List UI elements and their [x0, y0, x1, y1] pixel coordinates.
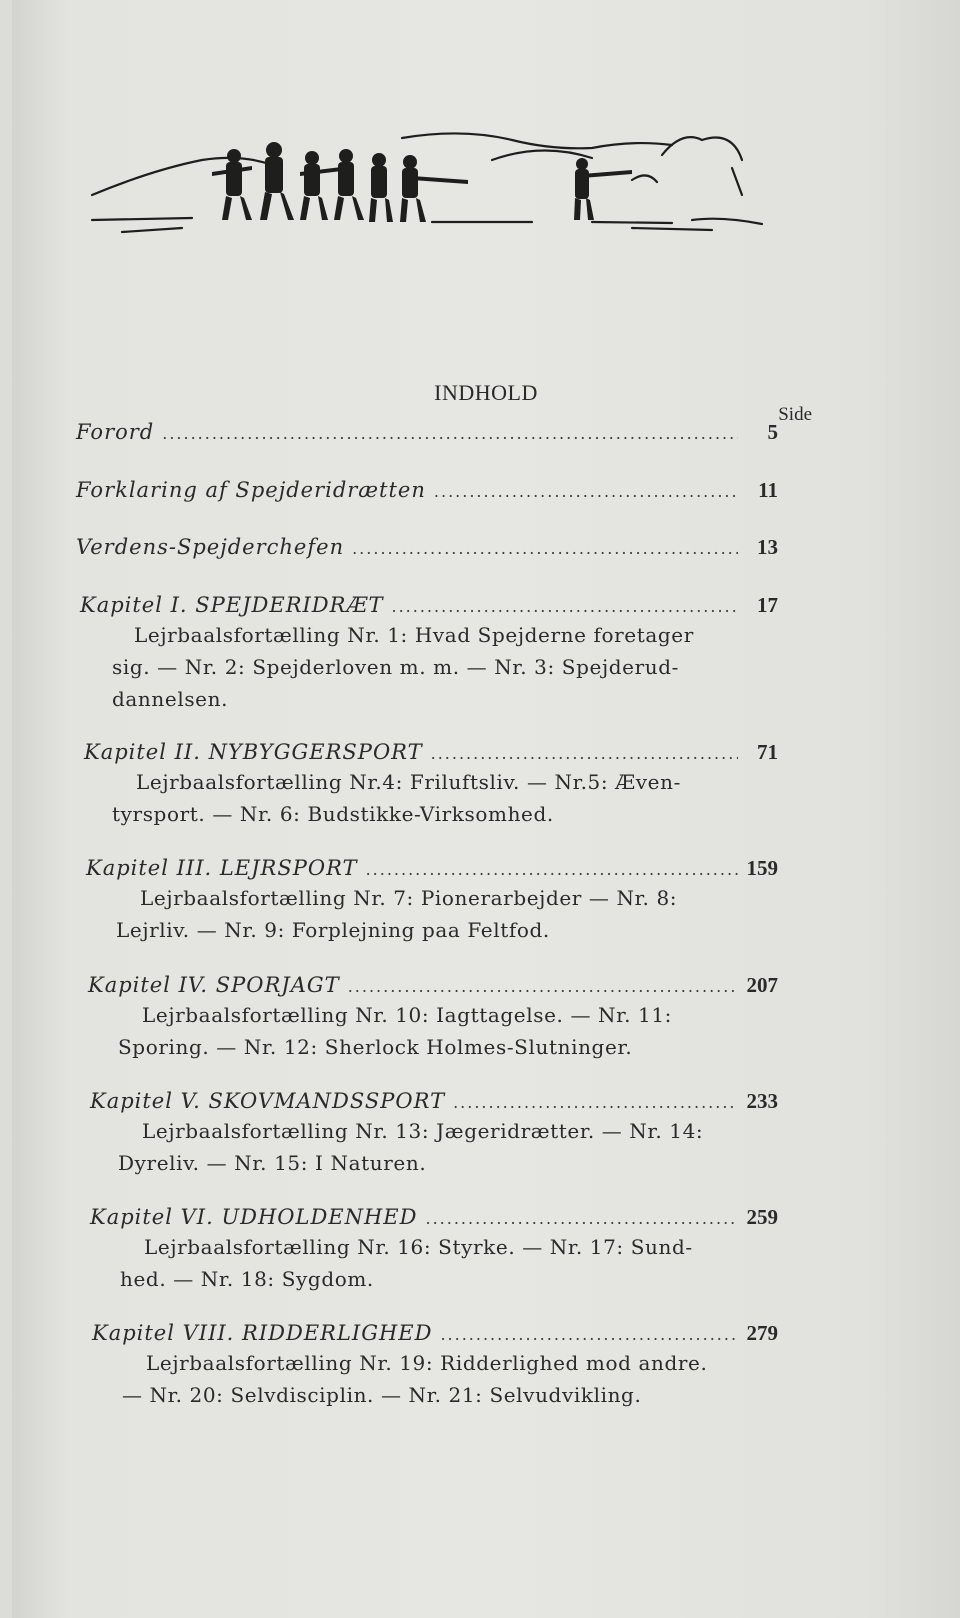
dot-leader: [440, 1325, 738, 1344]
toc-page-number: 207: [746, 973, 778, 997]
description-line: Lejrbaalsfortælling Nr. 1: Hvad Spejderne foretager: [134, 623, 694, 647]
chapter-description: [116, 882, 764, 946]
toc-page-number: 13: [757, 535, 778, 559]
table-of-contents: [12, 0, 960, 1618]
toc-entry: [76, 535, 778, 560]
toc-heading: Verdens-Spejderchefen: [76, 535, 345, 559]
dot-leader: [425, 1209, 738, 1228]
toc-page-number: 5: [767, 420, 778, 444]
chapter-description: [120, 1231, 770, 1295]
toc-entry: [84, 740, 778, 765]
toc-heading: Forord: [76, 420, 155, 444]
description-line: dannelsen.: [112, 687, 229, 711]
description-line: Lejrbaalsfortælling Nr. 10: Iagttagelse. — Nr. 11:: [142, 1003, 672, 1027]
dot-leader: [392, 597, 739, 616]
description-line: hed. — Nr. 18: Sygdom.: [120, 1267, 374, 1291]
toc-heading: Kapitel IV. SPORJAGT: [88, 973, 340, 997]
dot-leader: [434, 482, 738, 501]
toc-page-number: 259: [746, 1205, 778, 1229]
chapter-description: [118, 1115, 768, 1179]
toc-page-number: 71: [757, 740, 778, 764]
toc-entry: [76, 478, 778, 503]
toc-entry: [90, 1089, 778, 1114]
description-line: Dyreliv. — Nr. 15: I Naturen.: [118, 1151, 427, 1175]
toc-page-number: 11: [758, 478, 778, 502]
dot-leader: [366, 860, 738, 879]
description-line: Lejrbaalsfortælling Nr. 13: Jægeridrætter. — Nr. 14:: [142, 1119, 704, 1143]
description-line: Sporing. — Nr. 12: Sherlock Holmes-Slutninger.: [118, 1035, 633, 1059]
toc-page-number: 233: [746, 1089, 778, 1113]
toc-heading: Kapitel III. LEJRSPORT: [86, 856, 358, 880]
toc-page-number: 279: [746, 1321, 778, 1345]
page-title: INDHOLD: [434, 380, 538, 405]
chapter-description: [118, 999, 766, 1063]
toc-entry: [88, 973, 778, 998]
chapter-description: [112, 619, 762, 715]
toc-heading: Kapitel VIII. RIDDERLIGHED: [92, 1321, 433, 1345]
dot-leader: [352, 539, 738, 558]
chapter-description: [122, 1347, 774, 1411]
toc-heading: Kapitel II. NYBYGGERSPORT: [84, 740, 423, 764]
toc-entry: [86, 856, 778, 881]
description-line: Lejrbaalsfortælling Nr. 7: Pionerarbejder — Nr. 8:: [140, 886, 678, 910]
toc-page-number: 159: [746, 856, 778, 880]
description-line: Lejrbaalsfortælling Nr. 19: Ridderlighed mod andre.: [146, 1351, 708, 1375]
description-line: — Nr. 20: Selvdisciplin. — Nr. 21: Selvudvikling.: [122, 1383, 642, 1407]
toc-entry: [80, 593, 778, 618]
description-line: Lejrbaalsfortælling Nr. 16: Styrke. — Nr. 17: Sund-: [144, 1235, 693, 1259]
toc-heading: Kapitel V. SKOVMANDSSPORT: [90, 1089, 446, 1113]
book-page: [12, 0, 960, 1618]
description-line: sig. — Nr. 2: Spejderloven m. m. — Nr. 3: Spejderud-: [112, 655, 679, 679]
description-line: Lejrbaalsfortælling Nr.4: Friluftsliv. — Nr.5: Æven-: [136, 770, 681, 794]
chapter-description: [112, 766, 762, 830]
toc-heading: Forklaring af Spejderidrætten: [76, 478, 426, 502]
dot-leader: [348, 977, 738, 996]
toc-entry: [92, 1321, 778, 1346]
toc-entry: [90, 1205, 778, 1230]
toc-page-number: 17: [757, 593, 778, 617]
dot-leader: [431, 744, 738, 763]
toc-heading: Kapitel I. SPEJDERIDRÆT: [80, 593, 384, 617]
description-line: tyrsport. — Nr. 6: Budstikke-Virksomhed.: [112, 802, 554, 826]
toc-entry: [76, 420, 778, 445]
dot-leader: [453, 1093, 738, 1112]
dot-leader: [162, 424, 738, 443]
toc-heading: Kapitel VI. UDHOLDENHED: [90, 1205, 418, 1229]
description-line: Lejrliv. — Nr. 9: Forplejning paa Feltfod.: [116, 918, 550, 942]
side-column-label: Side: [778, 404, 812, 425]
